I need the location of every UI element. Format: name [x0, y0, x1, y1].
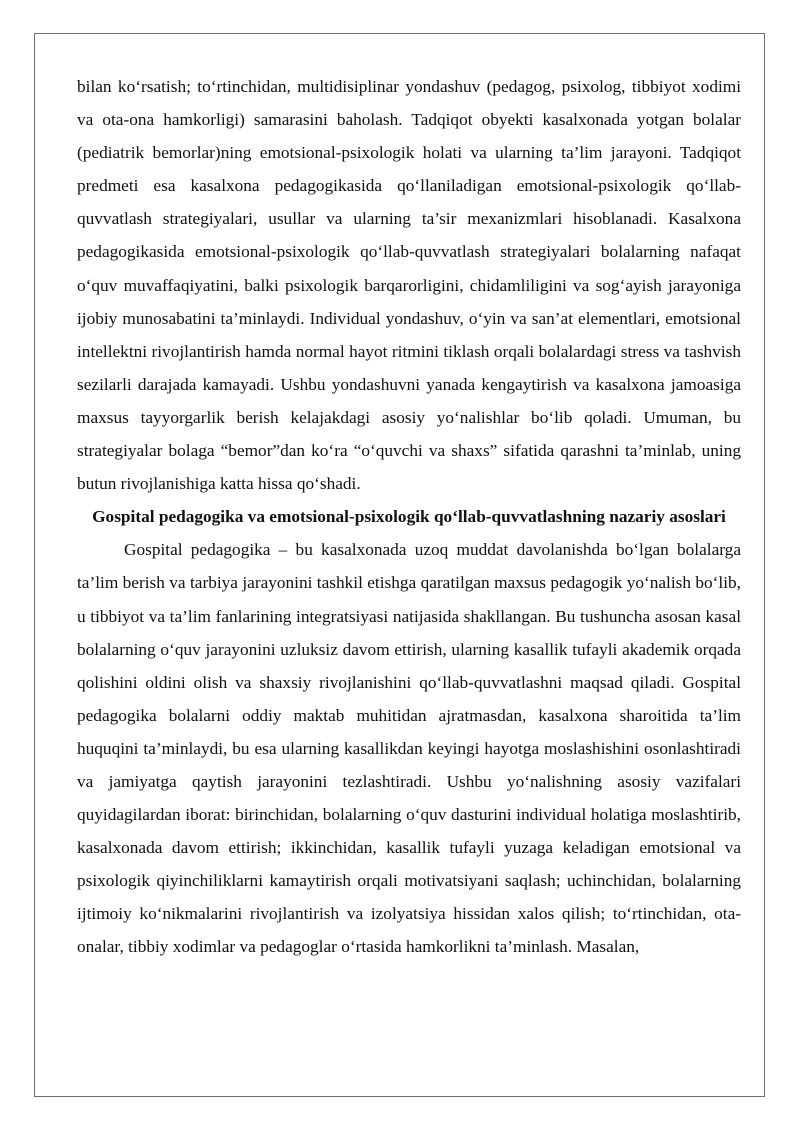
section-heading: Gospital pedagogika va emotsional-psixologik qo‘llab-quvvatlashning nazariy asoslari — [92, 507, 726, 527]
paragraph-hospital-pedagogy: Gospital pedagogika – bu kasalxonada uzoq muddat davolanishda bo‘lgan bolalarga ta’lim berish va tarbiya jarayonini tashkil etishga qaratilgan maxsus pedagogik yo‘nalish bo‘lib, u tibbiyot va ta’lim fanlarining integratsiyasi natijasida shakllangan. Bu tushuncha asosan kasal bolalarning o‘quv jarayonini uzluksiz davom ettirish, ularning kasallik tufayli akademik orqada qolishini oldini olish va shaxsiy rivojlanishini qo‘llab-quvvatlashni maqsad qiladi. Gospital pedagogika bolalarni oddiy maktab muhitidan ajratmasdan, kasalxona sharoitida ta’lim huquqini ta’minlaydi, bu esa ularning kasallikdan keyingi hayotga moslashishini osonlashtiradi va jamiyatga qaytish jarayonini tezlashtiradi. Ushbu yo‘nalishning asosiy vazifalari quyidagilardan iborat: birinchidan, bolalarning o‘quv dasturini individual holatiga moslashtirib, kasalxonada davom ettirish; ikkinchidan, kasallik tufayli yuzaga keladigan emotsional va psixologik qiyinchiliklarni kamaytirish orqali motivatsiyani saqlash; uchinchidan, bolalarning ijtimoiy ko‘nikmalarini rivojlantirish va izolyatsiya hissidan xalos qilish; to‘rtinchidan, ota-onalar, tibbiy xodimlar va pedagoglar o‘rtasida hamkorlikni ta’minlash. Masalan, — [77, 540, 741, 957]
paragraph-intro-conclusion: bilan ko‘rsatish; to‘rtinchidan, multidisiplinar yondashuv (pedagog, psixolog, tibbiyot xodimi va ota-ona hamkorligi) samarasini baholash. Tadqiqot obyekti kasalxonada yotgan bolalar (pediatrik bemorlar)ning emotsional-psixologik holati va ularning ta’lim jarayoni. Tadqiqot predmeti esa kasalxona pedagogikasida qo‘llaniladigan emotsional-psixologik qo‘llab-quvvatlash strategiyalari, usullar va ularning ta’sir mexanizmlari hisoblanadi. Kasalxona pedagogikasida emotsional-psixologik qo‘llab-quvvatlash strategiyalari bolalarning nafaqat o‘quv muvaffaqiyatini, balki psixologik barqarorligini, chidamliligini va sog‘ayish jarayoniga ijobiy munosabatini ta’minlaydi. Individual yondashuv, o‘yin va san’at elementlari, emotsional intellektni rivojlantirish hamda normal hayot ritmini tiklash orqali bolalardagi stress va tashvish sezilarli darajada kamayadi. Ushbu yondashuvni yanada kengaytirish va kasalxona jamoasiga maxsus tayyorgarlik berish kelajakdagi asosiy yo‘nalishlar bo‘lib qoladi. Umuman, bu strategiyalar bolaga “bemor”dan ko‘ra “o‘quvchi va shaxs” sifatida qarashni ta’minlab, uning butun rivojlanishiga katta hissa qo‘shadi. — [77, 77, 741, 494]
document-body — [77, 70, 741, 964]
